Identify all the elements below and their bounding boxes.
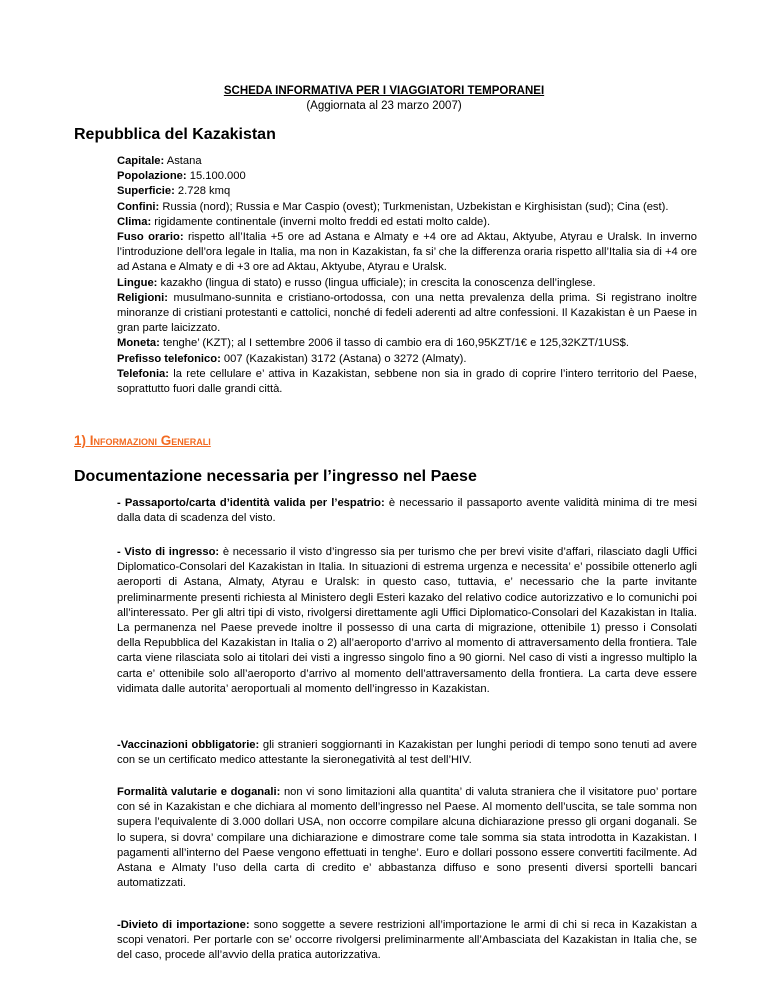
fact-value: 007 (Kazakistan) 3172 (Astana) o 3272 (Almaty).: [220, 352, 467, 365]
fact-value: Russia (nord); Russia e Mar Caspio (ovest); Turkmenistan, Uzbekistan e Kirghisistan (sud); Cina (est).: [159, 200, 669, 213]
fact-currency: [117, 336, 697, 351]
paragraph-label: Formalità valutarie e doganali:: [117, 786, 281, 798]
fact-value: rigidamente continentale (inverni molto freddi ed estati molto calde).: [151, 215, 491, 228]
paragraph-label: -Vaccinazioni obbligatorie:: [117, 739, 260, 751]
paragraph-label: -Divieto di importazione:: [117, 919, 250, 931]
fact-value: la rete cellulare e’ attiva in Kazakistan, sebbene non sia in grado di coprire l’intero territorio del Paese, soprattutto fuori dalle grandi città.: [117, 367, 697, 396]
paragraph-customs: [117, 785, 697, 891]
fact-value: musulmano-sunnita e cristiano-ortodossa, con una netta prevalenza della prima. Si registrano inoltre minoranze di cristiani protestanti e cattolici, nonché di fedeli aderenti ad altre confessioni. Il Kazakistan è un Paese in gran parte laicizzato.: [117, 291, 697, 335]
paragraph-text: non vi sono limitazioni alla quantita’ di valuta straniera che il visitatore puo’ portare con sé in Kazakistan e che dichiara al momento dell’ingresso nel Paese. Al momento dell’uscita, se tale somma non supera l’equivalente di 3.000 dollari USA, non occorre compilare alcuna dichiarazione presso gli organi doganali. Se lo supera, si dovra’ compilare una dichiarazione e dimostrare come tale somma sia stata introdotta in Kazakistan. I pagamenti all’interno del Paese vengono effettuati in tenghe’. Euro e dollari possono essere convertiti facilmente. Ad Astana e Almaty l’uso della carta di credito e’ abbastanza diffuso e sono presenti diversi sportelli bancari automatizzati.: [117, 786, 697, 890]
paragraph-text: è necessario il passaporto avente validità minima di tre mesi dalla data di scadenza del visto.: [117, 497, 697, 525]
fact-label: Moneta:: [117, 337, 160, 350]
document-title: SCHEDA INFORMATIVA PER I VIAGGIATORI TEMPORANEI: [223, 85, 545, 97]
document-header: [0, 84, 768, 114]
fact-label: Lingue:: [117, 276, 158, 289]
paragraph-text: è necessario il visto d’ingresso sia per turismo che per brevi visite d’affari, rilasciato dagli Uffici Diplomatico-Consolari del Kazakistan in Italia. In situazioni di estrema urgenza e necessita’ e’ possibile ottenerlo agli aeroporti di Astana, Almaty, Atyrau e Uralsk: in questo caso, tuttavia, e’ necessario che la parte invitante preliminarmente presenti richiesta al Ministero degli Esteri kazako del relativo codice autorizzativo e lo comunichi poi all’interessato. Per gli altri tipi di visto, rivolgersi direttamente agli Uffici Diplomatico-Consolari del Kazakistan in Italia. La permanenza nel Paese prevede inoltre il possesso di una carta di migrazione, ottenibile 1) presso i Consolati della Repubblica del Kazakistan in Italia o 2) all’aeroporto d’arrivo al momento di attraversamento della frontiera. Tale carta viene rilasciata solo ai titolari dei visti a ingresso singolo fino a 90 giorni. Nel caso di visti a ingresso multiplo la carta e’ ottenibile solo all’aeroporto d’arrivo al momento dell’attraversamento della frontiera. La carta deve essere vidimata dalle autorita’ aeroportuali al momento dell’ingresso in Kazakistan.: [117, 546, 697, 695]
paragraph-import-ban: [117, 918, 697, 964]
fact-population: [117, 169, 697, 184]
fact-label: Popolazione:: [117, 170, 187, 183]
fact-value: Astana: [164, 155, 202, 167]
fact-languages: [117, 276, 697, 291]
country-title: Repubblica del Kazakistan: [74, 126, 276, 143]
paragraph-text: sono soggette a severe restrizioni all’importazione le armi di chi si reca in Kazakistan a scopi venatori. Per portarle con se’ occorre rivolgersi preliminarmente all’Ambasciata del Kazakistan in Italia che, se del caso, procede all’avvio della pratica autorizzativa.: [117, 919, 697, 962]
paragraph-passport: [117, 496, 697, 526]
fact-label: Prefisso telefonico:: [117, 352, 221, 365]
fact-area: [117, 184, 697, 199]
fact-telephony: [117, 367, 697, 397]
fact-capital: [117, 154, 697, 169]
fact-climate: [117, 215, 697, 230]
fact-label: Clima:: [117, 215, 152, 228]
section-heading: 1) Informazioni Generali: [74, 433, 211, 448]
fact-religions: [117, 291, 697, 337]
country-facts: [117, 154, 697, 397]
update-date: (Aggiornata al 23 marzo 2007): [306, 100, 462, 112]
fact-value: rispetto all’Italia +5 ore ad Astana e Almaty e +4 ore ad Aktau, Aktyube, Atyrau e Uralsk. In inverno l’introduzione dell’ora legale in Italia, ma non in Kazakistan, fa si’ che la differenza oraria rispetto all’Italia sia di +4 ore ad Astana e Almaty e di +3 ore ad Aktau, Aktyube, Atyrau e Uralsk.: [117, 231, 697, 274]
paragraph-label: - Visto di ingresso:: [117, 546, 220, 558]
fact-label: Telefonia:: [117, 367, 170, 380]
fact-label: Religioni:: [117, 291, 168, 304]
fact-timezone: [117, 230, 697, 276]
fact-value: 15.100.000: [186, 170, 246, 183]
fact-phone-prefix: [117, 352, 697, 367]
fact-label: Capitale:: [117, 155, 165, 167]
fact-value: 2.728 kmq: [174, 185, 231, 198]
fact-label: Superficie:: [117, 185, 175, 198]
fact-value: tenghe’ (KZT); al I settembre 2006 il tasso di cambio era di 160,95KZT/1€ e 125,32KZT/1US$.: [159, 337, 629, 350]
fact-label: Confini:: [117, 200, 160, 213]
paragraph-vaccinations: [117, 738, 697, 768]
fact-value: kazakho (lingua di stato) e russo (lingua ufficiale); in crescita la conoscenza dell’inglese.: [157, 276, 596, 289]
documentation-title: Documentazione necessaria per l’ingresso nel Paese: [74, 468, 477, 485]
paragraph-visa: [117, 545, 697, 697]
fact-label: Fuso orario:: [117, 231, 184, 244]
paragraph-text: gli stranieri soggiornanti in Kazakistan per lunghi periodi di tempo sono tenuti ad avere con se un certificato medico attestante la sieronegatività al test dell’HIV.: [117, 739, 697, 767]
paragraph-label: - Passaporto/carta d’identità valida per l’espatrio:: [117, 497, 385, 509]
fact-borders: [117, 200, 697, 215]
